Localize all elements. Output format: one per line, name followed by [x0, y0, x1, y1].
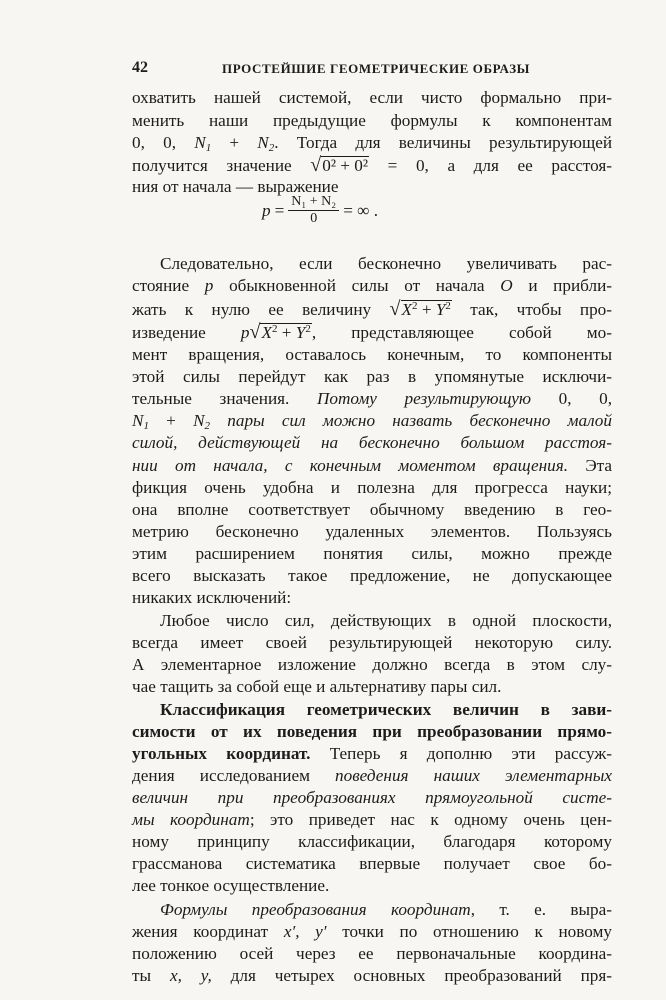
text-line: нии от начала, с конечным моментом вращения. Эта [132, 456, 613, 475]
text-line: ния от начала — выражение [132, 177, 339, 196]
text-line: она вполне соответствует обычному введению в гео- [132, 500, 612, 519]
text-line: симости от их поведения при преобразовании прямо- [132, 722, 612, 741]
text-line: никаких исключений: [132, 588, 292, 607]
text-line: метрию бесконечно удаленных элементов. Пользуясь [132, 522, 612, 541]
text-line: Классификация геометрических величин в зави- [160, 700, 612, 719]
text-line: силой, действующей на бесконечно большом расстоя- [132, 433, 612, 452]
text-line: всегда имеет своей результирующей некоторую силу. [132, 633, 612, 652]
sqrt-expression: 0² + 0² [322, 156, 369, 175]
text-line: угольных координат. Теперь я дополню эти рассуж- [132, 744, 612, 763]
text-line: этим расширением понятия силы, можно прежде [132, 544, 612, 563]
fraction-denominator: 0 [310, 211, 318, 226]
text-line: 0, 0, $N_1 + N_2$. Тогда для величины результирующей [132, 133, 613, 154]
text-line: дения исследованием поведения наших элементарных [132, 766, 612, 785]
text-line: ты x, y, для четырех основных преобразований пря- [132, 966, 613, 985]
running-header: ПРОСТЕЙШИЕ ГЕОМЕТРИЧЕСКИЕ ОБРАЗЫ [222, 61, 531, 76]
text-line: величин при преобразованиях прямоугольной систе- [132, 788, 612, 807]
text-line: Любое число сил, действующих в одной плоскости, [160, 611, 612, 630]
text-line: менить наши предыдущие формулы к компонентам [132, 111, 612, 130]
text-line: охватить нашей системой, если чисто формально при- [132, 88, 612, 107]
text-line: $N_1 + N_2$ пары сил можно назвать бесконечно малой [132, 411, 612, 432]
text-line: мы координат; это приведет нас к одному очень цен- [132, 810, 612, 829]
text-line: грассманова систематика впервые получает свое бо- [132, 854, 612, 873]
text-line: положению осей через ее первоначальные координа- [132, 944, 612, 963]
text-line: лее тонкое осуществление. [132, 876, 330, 895]
formula-rhs: = ∞ . [343, 200, 379, 220]
text-line: жения координат x′, y′ точки по отношению к новому [132, 922, 613, 941]
text-line: тельные значения. Потому результирующую 0, 0, [132, 389, 613, 408]
text-line: ному принципу классификации, благодаря которому [132, 832, 612, 851]
fraction-numerator: N₁ + N₂ [288, 194, 339, 211]
text-line: этой силы перейдут как раз в упомянутые исключи- [132, 367, 612, 386]
text-line: Формулы преобразования координат, т. е. выра- [160, 900, 612, 919]
text-line: изведение $p√X^2 + Y^2$, представляющее собой мо- [132, 321, 612, 343]
text-line: фикция очень удобна и полезна для прогресса науки; [132, 478, 612, 497]
text-line: Следовательно, если бесконечно увеличивать рас- [160, 254, 612, 273]
text-line: стояние p обыкновенной силы от начала O и прибли- [132, 276, 612, 295]
text-line: чае тащить за собой еще и альтернативу пары сил. [132, 677, 502, 696]
formula-lhs: p [262, 200, 271, 220]
page-number: 42 [132, 59, 148, 76]
text-line: жать к нулю ее величину $√X^2 + Y^2$ так, чтобы про- [132, 298, 613, 320]
text-line: А элементарное изложение должно всегда в этом слу- [132, 655, 612, 674]
text-line: мент вращения, оставалось конечным, то компоненты [132, 345, 612, 364]
text-line: получится значение √0² + 0² = 0, а для ее расстоя- [132, 154, 613, 176]
text-line: всего высказать такое предложение, не допускающее [132, 566, 612, 585]
display-formula: p = $\frac{\text{N₁ + N₂}}{0}$ = ∞ . [262, 194, 379, 226]
formula-fraction [288, 194, 339, 227]
